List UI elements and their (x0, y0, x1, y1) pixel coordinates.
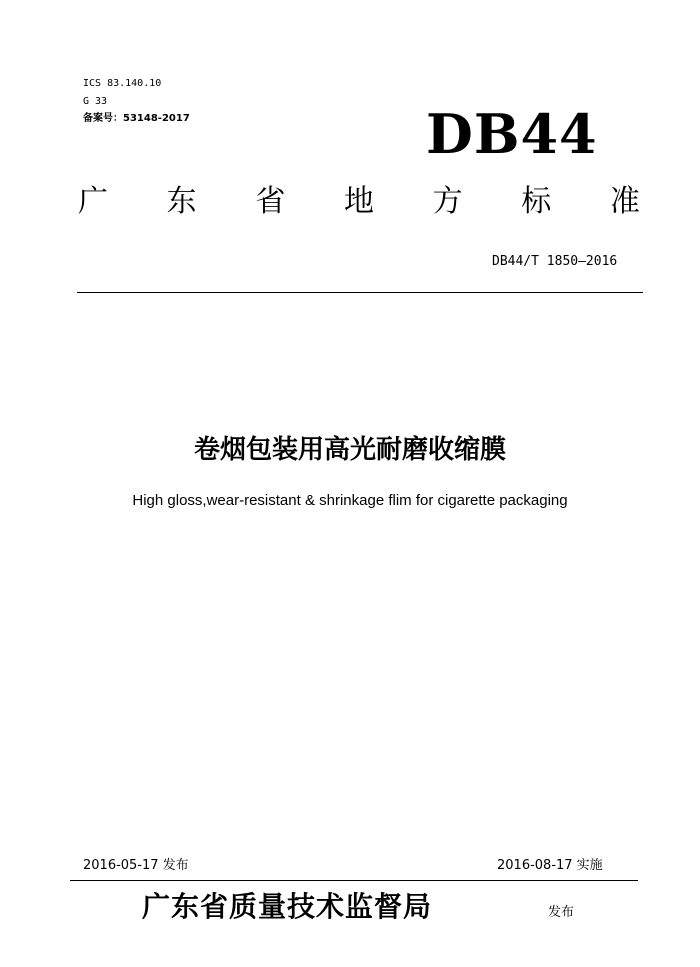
standard-type-char: 方 (432, 184, 463, 219)
issuing-authority: 广东省质量技术监督局 (142, 890, 433, 923)
issue-label: 发布 (548, 905, 575, 920)
standard-type-char: 广 (78, 184, 108, 219)
document-title-chinese: 卷烟包装用高光耐磨收缩膜 (193, 435, 506, 465)
filing-number: 备案号：53148-2017 (83, 113, 190, 124)
document-title-english: High gloss,wear-resistant & shrinkage flim for cigarette packaging (132, 492, 568, 509)
classification-code: G 33 (83, 96, 108, 107)
standard-type-heading (78, 184, 640, 220)
standard-type-char: 省 (255, 184, 286, 219)
standard-code-logo: DB44 (426, 102, 598, 166)
standard-type-char: 标 (521, 184, 552, 219)
standard-type-char: 东 (166, 184, 197, 219)
standard-type-char: 准 (609, 184, 640, 219)
top-divider (77, 292, 643, 293)
ics-code: ICS 83.140.10 (83, 78, 162, 89)
bottom-divider (70, 880, 638, 881)
implementation-date: 2016-08-17 实施 (497, 858, 603, 873)
issue-date: 2016-05-17 发布 (83, 858, 189, 873)
standard-type-char: 地 (343, 184, 374, 219)
standard-number: DB44/T 1850—2016 (492, 254, 618, 269)
